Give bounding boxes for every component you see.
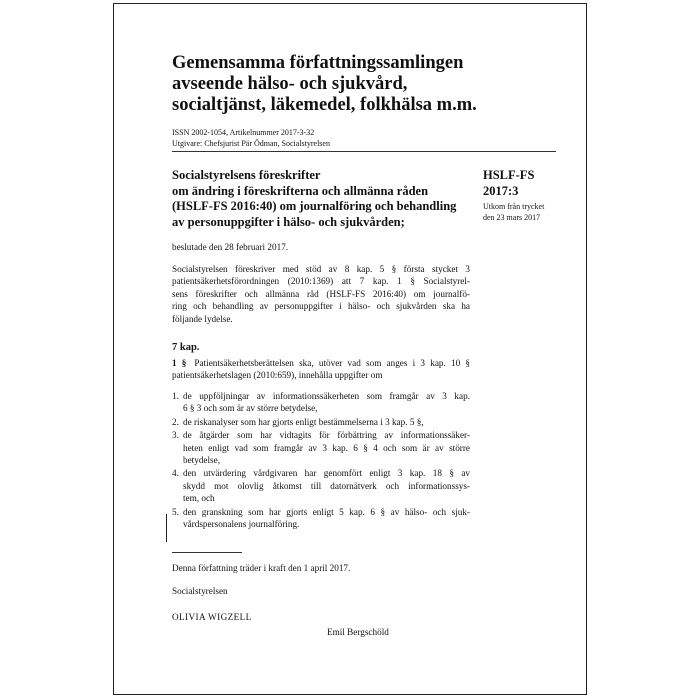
footer-divider	[172, 552, 242, 553]
intro-line: sens föreskrifter och allmänna råd (HSLF-FS 2016:40) om journalfö-	[172, 288, 470, 299]
publication-note-line: den 23 mars 2017	[483, 212, 541, 222]
list-item-number: 3.	[172, 430, 179, 441]
list-item	[172, 390, 470, 415]
list-item-line: skydd mot olovlig åtkomst till datornätverk och informationssys-	[183, 480, 470, 491]
list-item-line: den granskning som har gjorts enligt 5 kap. 6 § av hälso- och sjuk-	[183, 506, 470, 517]
collection-title	[172, 53, 572, 116]
section-first-line	[172, 357, 470, 369]
intro-line: ring och behandling av personuppgifter i hälso- och sjukvården ska ha	[172, 301, 470, 312]
regulation-code-line: HSLF-FS	[483, 168, 535, 182]
list-item-line: 6 § 3 och som är av större betydelse,	[183, 403, 318, 414]
section-paragraph	[172, 357, 470, 382]
list-item-line: heten enligt vad som framgår av 3 kap. 6 § 4 och som är av större	[183, 442, 470, 453]
list-item-text	[183, 416, 470, 428]
effective-date: Denna författning träder i kraft den 1 april 2017.	[172, 563, 351, 573]
section-number: 1 §	[172, 358, 187, 368]
list-item-text	[183, 390, 470, 415]
regulation-title-line: om ändring i föreskrifterna och allmänna råden	[172, 183, 429, 198]
list-item-text	[183, 429, 470, 466]
change-marker-bar	[166, 514, 167, 542]
list-item-number: 1.	[172, 391, 179, 401]
collection-title-line: socialtjänst, läkemedel, folkhälsa m.m.	[172, 95, 477, 115]
publisher-line: Utgivare: Chefsjurist Pär Ödman, Socialstyrelsen	[172, 139, 330, 148]
publication-date-note	[483, 202, 544, 223]
list-item-number: 2.	[172, 416, 179, 427]
list-item	[172, 416, 470, 428]
publication-note-line: Utkom från trycket	[483, 202, 545, 211]
collection-title-line: Gemensamma författningssamlingen	[172, 53, 464, 73]
list-item-number: 4.	[172, 468, 179, 479]
regulation-title-line: Socialstyrelsens föreskrifter	[172, 168, 321, 182]
decision-date: beslutade den 28 februari 2017.	[172, 242, 289, 252]
list-item-line: den utvärdering vårdgivaren har genomfört enligt 3 kap. 18 § av	[183, 468, 470, 479]
intro-line: Socialstyrelsen föreskriver med stöd av 8 kap. 5 § första stycket 3	[172, 264, 470, 274]
list-item-line: tem, och	[183, 493, 215, 504]
chapter-heading: 7 kap.	[172, 342, 200, 353]
list-item-number: 5.	[172, 506, 179, 517]
list-item-line: de åtgärder som har vidtagits för förbättring av informationssäker-	[183, 430, 470, 441]
intro-line: följande lydelse.	[172, 313, 233, 324]
list-item	[172, 429, 470, 466]
intro-line: patientsäkerhetsförordningen (2010:1369) att 7 kap. 1 § Socialstyrel-	[172, 276, 470, 287]
issuing-agency: Socialstyrelsen	[172, 586, 228, 596]
document-page	[113, 3, 587, 695]
regulation-title-line: (HSLF-FS 2016:40) om journalföring och behandling	[172, 199, 457, 213]
intro-paragraph	[172, 263, 470, 325]
requirements-list	[172, 390, 470, 531]
signatory-director: OLIVIA WIGZELL	[172, 612, 252, 622]
list-item-line: vårdspersonalens journalföring.	[183, 519, 300, 530]
regulation-title	[172, 168, 462, 230]
list-item-text	[183, 467, 470, 504]
list-item-line: de riskanalyser som har gjorts enligt bestämmelserna i 3 kap. 5 §,	[183, 416, 424, 427]
section-line: Patientsäkerhetsberättelsen ska, utöver vad som anges i 3 kap. 10 §	[194, 358, 471, 368]
issn-line: ISSN 2002-1054, Artikelnummer 2017-3-32	[172, 128, 315, 137]
header-divider	[172, 151, 556, 152]
collection-title-line: avseende hälso- och sjukvård,	[172, 74, 408, 94]
regulation-title-line: av personuppgifter i hälso- och sjukvården;	[172, 214, 405, 229]
regulation-code-line: 2017:3	[483, 183, 519, 198]
section-line: patientsäkerhetslagen (2010:659), innehålla uppgifter om	[172, 370, 383, 381]
list-item-line: de uppföljningar av informationssäkerheten som framgår av 3 kap.	[183, 391, 470, 401]
list-item	[172, 467, 470, 504]
signatory-official: Emil Bergschöld	[327, 627, 389, 637]
list-item-text	[183, 506, 470, 531]
list-item	[172, 506, 470, 531]
publication-meta	[172, 127, 330, 149]
list-item-line: betydelse,	[183, 455, 220, 466]
regulation-code	[483, 168, 534, 199]
